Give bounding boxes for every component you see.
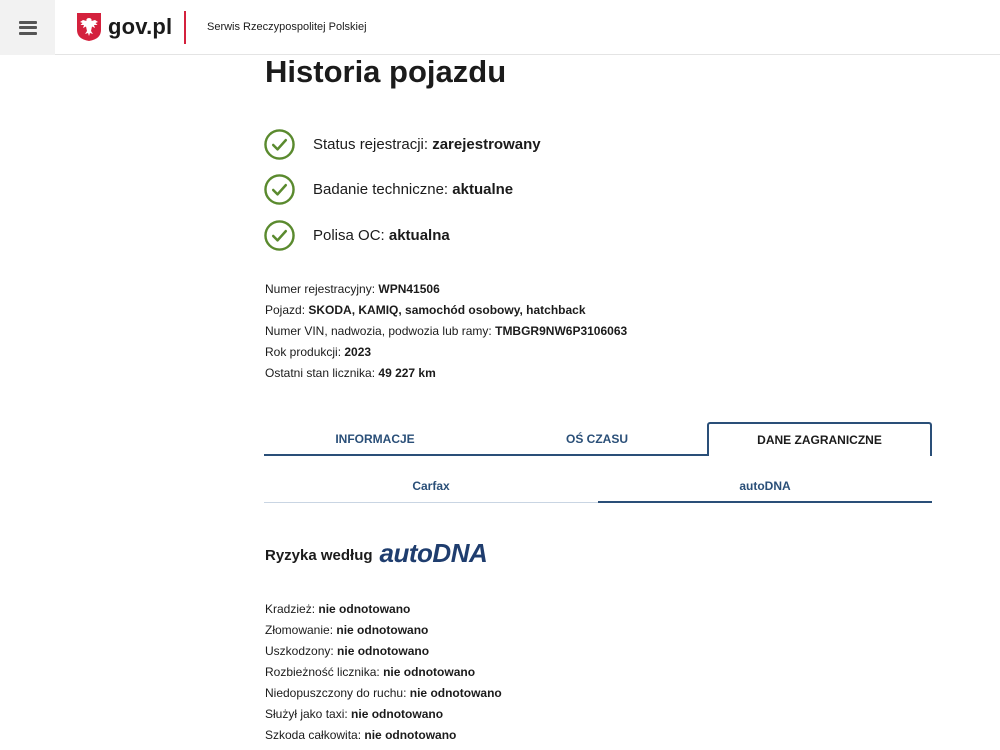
tab-informacje[interactable]: INFORMACJE	[335, 432, 415, 446]
status-inspection	[264, 174, 541, 206]
risk-value: nie odnotowano	[364, 728, 457, 742]
info-label: Ostatni stan licznika:	[265, 366, 376, 380]
risk-label: Uszkodzony:	[265, 644, 334, 658]
status-text	[313, 136, 541, 153]
risk-value: nie odnotowano	[383, 665, 476, 679]
risk-label: Niedopuszczony do ruchu:	[265, 686, 407, 700]
info-value: SKODA, KAMIQ, samochód osobowy, hatchback	[308, 303, 586, 317]
risk-not-roadworthy	[265, 685, 502, 706]
risk-value: nie odnotowano	[337, 644, 430, 658]
risk-total-loss	[265, 727, 502, 748]
menu-button[interactable]	[0, 0, 55, 55]
risk-label: Służył jako taxi:	[265, 707, 348, 721]
status-registration	[264, 128, 541, 160]
top-bar	[0, 0, 1000, 55]
status-value: aktualna	[388, 226, 450, 244]
menu-icon	[19, 21, 37, 35]
status-list	[264, 128, 541, 265]
risk-heading	[265, 540, 487, 566]
status-text	[313, 181, 513, 198]
gov-logo[interactable]	[76, 12, 172, 42]
autodna-logo: autoDNA	[379, 538, 488, 568]
check-circle-icon	[264, 174, 295, 205]
info-value: 49 227 km	[378, 366, 436, 380]
status-value: aktualne	[452, 181, 514, 198]
risk-label: Szkoda całkowita:	[265, 728, 362, 742]
sub-tabs	[264, 470, 932, 503]
info-odometer	[265, 365, 627, 386]
status-label: Status rejestracji:	[313, 135, 429, 153]
risk-value: nie odnotowano	[409, 686, 502, 700]
risk-value: nie odnotowano	[351, 707, 444, 721]
risk-value: nie odnotowano	[318, 602, 411, 616]
info-value: TMBGR9NW6P3106063	[495, 324, 628, 338]
subtab-carfax[interactable]: Carfax	[264, 470, 598, 503]
risk-label: Kradzież:	[265, 602, 316, 616]
risk-heading-label: Ryzyka według	[265, 547, 373, 564]
info-label: Pojazd:	[265, 303, 306, 317]
tab-dane-zagraniczne[interactable]: DANE ZAGRANICZNE	[707, 422, 932, 456]
info-value: WPN41506	[378, 282, 440, 296]
risk-list	[265, 601, 502, 748]
subtab-autodna[interactable]: autoDNA	[598, 470, 932, 503]
logo-divider	[184, 11, 186, 44]
risk-scrapped	[265, 622, 502, 643]
info-value: 2023	[344, 345, 372, 359]
status-value: zarejestrowany	[432, 135, 541, 153]
status-text	[313, 227, 450, 244]
status-label: Badanie techniczne:	[313, 181, 449, 198]
service-name: Serwis Rzeczypospolitej Polskiej	[207, 21, 367, 33]
page-title: Historia pojazdu	[265, 54, 507, 89]
status-label: Polisa OC:	[313, 226, 385, 244]
check-circle-icon	[264, 220, 295, 251]
info-vehicle	[265, 302, 627, 323]
info-label: Rok produkcji:	[265, 345, 342, 359]
risk-label: Rozbieżność licznika:	[265, 665, 380, 679]
info-production-year	[265, 344, 627, 365]
vehicle-info	[265, 281, 627, 386]
risk-damaged	[265, 643, 502, 664]
logo-text: gov.pl	[108, 14, 173, 39]
polish-eagle-emblem	[76, 12, 102, 42]
risk-value: nie odnotowano	[336, 623, 429, 637]
risk-taxi	[265, 706, 502, 727]
info-registration-number	[265, 281, 627, 302]
info-label: Numer VIN, nadwozia, podwozia lub ramy:	[265, 324, 492, 338]
main-tabs	[264, 422, 932, 456]
check-circle-icon	[264, 129, 295, 160]
status-insurance	[264, 219, 541, 251]
risk-theft	[265, 601, 502, 622]
info-vin	[265, 323, 627, 344]
risk-label: Złomowanie:	[265, 623, 334, 637]
risk-odometer-discrepancy	[265, 664, 502, 685]
info-label: Numer rejestracyjny:	[265, 282, 376, 296]
tab-os-czasu[interactable]: OŚ CZASU	[565, 432, 628, 446]
